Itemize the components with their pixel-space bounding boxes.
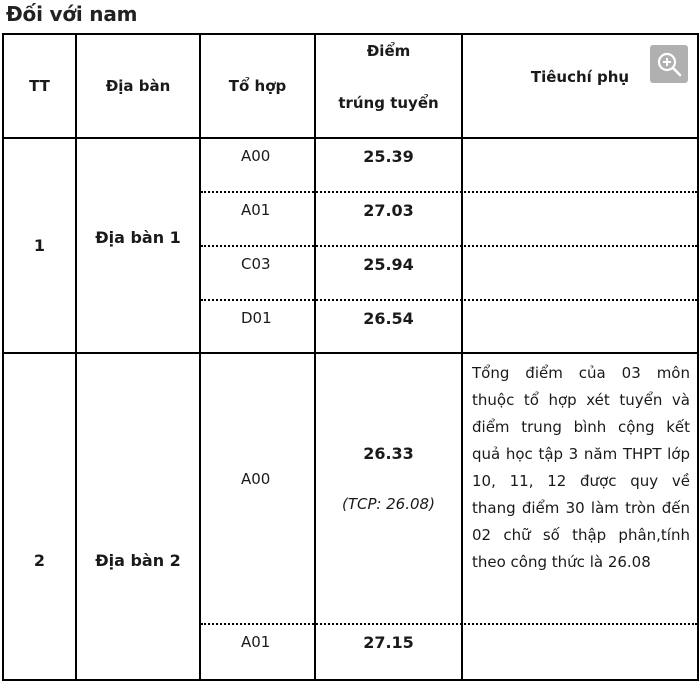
row-1-dia-ban: Địa bàn 1 bbox=[95, 228, 181, 247]
row-1-diem-3: 25.94 bbox=[363, 254, 414, 274]
row-1-diem-4: 26.54 bbox=[363, 308, 414, 328]
row-2-tcp: (TCP: 26.08) bbox=[342, 495, 435, 513]
row-2-dia-ban: Địa bàn 2 bbox=[95, 550, 181, 570]
page-heading: Đối với nam bbox=[6, 2, 138, 26]
zoom-in-icon[interactable] bbox=[650, 45, 688, 83]
header-to-hop: Tổ hợp bbox=[228, 77, 287, 95]
row-2-to-hop-1: A00 bbox=[241, 470, 271, 488]
row-1-tt: 1 bbox=[33, 236, 46, 255]
row-2-tt: 2 bbox=[33, 550, 46, 570]
row-2-diem-2: 27.15 bbox=[363, 632, 414, 652]
row-1-to-hop-1: A00 bbox=[241, 147, 271, 165]
row-1-diem-2: 27.03 bbox=[363, 200, 414, 220]
header-diem-line2: trúng tuyển bbox=[338, 94, 439, 112]
row-2-tieu-chi-phu: Tổng điểm của 03 môn thuộc tổ hợp xét tuyển và điểm trung bình cộng kết quả học tập 3 năm THPT lớp 10, 11, 12 được quy về thang điểm 30 làm tròn đến 02 chữ số thập phân,tính theo công thức là 26.08 bbox=[472, 364, 690, 571]
row-1-diem-1: 25.39 bbox=[363, 146, 414, 166]
table-divider-3 bbox=[314, 33, 316, 681]
header-diem-line1: Điểm bbox=[366, 42, 411, 60]
row-2-to-hop-2: A01 bbox=[241, 633, 271, 651]
header-tieu-chi: Tiêuchí phụ bbox=[530, 68, 630, 86]
header-dia-ban: Địa bàn bbox=[105, 77, 171, 95]
header-tt: TT bbox=[29, 77, 50, 95]
table-border-right bbox=[697, 33, 699, 681]
row-1-to-hop-4: D01 bbox=[241, 309, 272, 327]
row-2-diem-1: 26.33 bbox=[363, 443, 414, 463]
table-divider-4 bbox=[461, 33, 463, 681]
row-1-to-hop-2: A01 bbox=[241, 201, 271, 219]
row-1-to-hop-3: C03 bbox=[241, 255, 271, 273]
